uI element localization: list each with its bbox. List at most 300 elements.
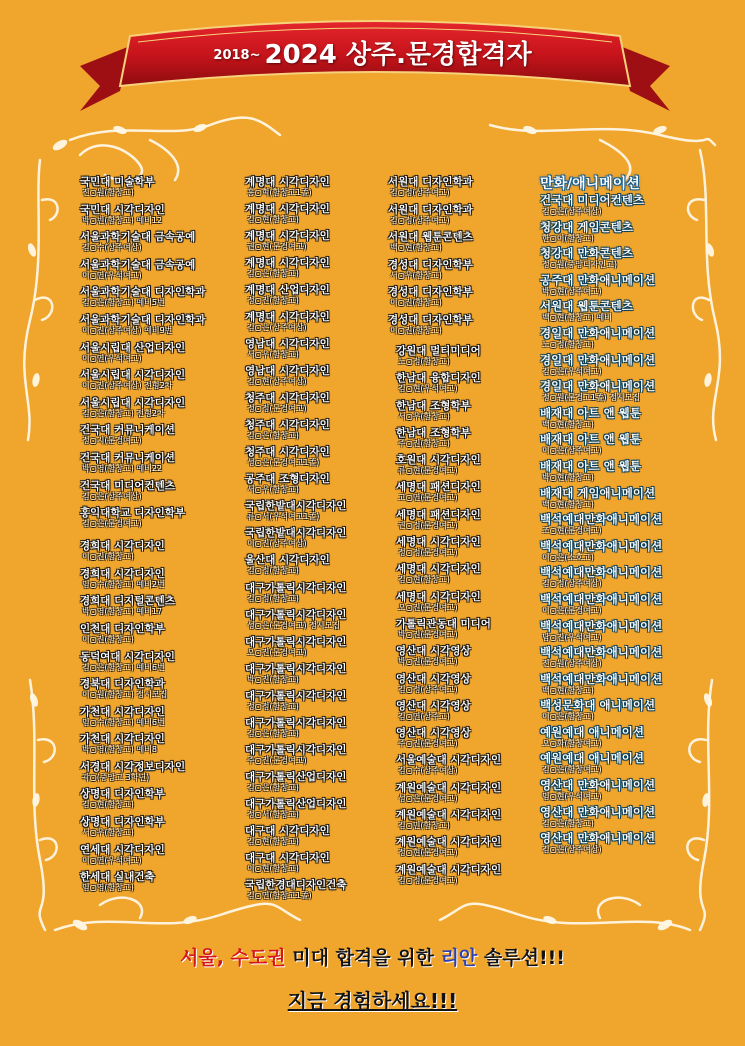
school-name: 청주대 시각디자인 [245,392,330,404]
school-name: 건국대 커뮤니케이션 [80,451,175,464]
school-name: 대구가톨릭산업디자인 [245,771,347,783]
student-name: 김○수(상주여상) [398,766,458,776]
student-name: 권○현(문경여고) [247,242,307,251]
school-name: 호원대 시각디자인 [396,454,481,467]
list-item [540,513,700,540]
school-name: 계명대 산업디자인 [245,284,330,296]
list-item [540,327,700,354]
student-name: 이○진(함창고) [82,634,134,644]
student-name: 김○정(상주여고) [390,215,450,225]
list-item [80,176,250,204]
school-name: 계원예술대 시각디자인 [396,836,502,849]
student-name: 서○우(함창고) [247,485,299,494]
student-name: 주○진(함창고) [398,438,450,448]
list-item [540,699,700,726]
student-name: 권○정(문경여고) [398,520,458,530]
student-name: 김○은(상주여상) [247,323,307,332]
student-name: 김○은(함창고) 예비6번 [82,662,165,672]
footer-brand: 리안 [440,947,478,969]
student-name: 정○원(문경고1졸) 정시모집 [542,393,641,403]
school-name: 연세대 시각디자인 [80,843,165,856]
student-name: 박○영(함창고) 예비22 [82,463,163,473]
list-item [245,500,415,527]
school-name: 울산대 시각디자인 [245,554,330,566]
student-name: 성○은(문경여고) 정시모집 [247,621,341,630]
school-name: 배재대 아트 앤 웹툰 [540,458,641,473]
list-item [245,582,415,609]
school-name: 계원예술대 시각디자인 [396,781,502,794]
student-name: 류○현(문경여고) [398,466,458,476]
student-name: 진○원(상주여상) [542,659,602,669]
school-name: 건국대 미디어컨텐츠 [80,479,175,492]
list-item [540,593,700,620]
list-item [540,274,700,301]
school-name: 한남대 조형학부 [396,399,471,412]
school-name: 계원예술대 시각디자인 [396,863,502,876]
school-name: 영산대 시각영상 [396,672,471,685]
list-item [540,726,700,753]
list-item [245,609,415,636]
list-item [388,259,558,287]
list-item [245,446,415,473]
student-name: 정○정(문경여고) [398,548,458,558]
school-name: 영남대 시각디자인 [245,365,330,377]
school-name: 영산대 만화애니메이션 [540,778,656,793]
student-name: 노○정(함창고) [398,357,450,366]
student-name: 김○현(함창고) [82,800,134,810]
school-name: 대구가톨릭시각디자인 [245,690,347,702]
student-name: 정○정(함창고) [247,702,299,711]
student-name: 박○영(함창고) 예비8 [82,745,157,755]
school-name: 영산대 만화애니메이션 [540,804,656,819]
student-name: 김○현(함창고) [247,215,299,224]
student-name: 이○은(소호고) [542,552,594,562]
student-name: 김○현(함창고) [247,837,299,846]
student-name: 박○영(함창고) 예비17 [82,607,163,617]
school-name: 상명대 디자인학부 [80,816,165,829]
student-name: 이○연(우석여고) [82,353,142,363]
student-name: 김○연(함창고1졸) [247,891,312,900]
school-name: 배재대 게임애니메이션 [540,485,656,500]
list-item [80,844,250,872]
school-name: 백성문화대 애니메이션 [540,698,656,713]
school-name: 대구대 시각디자인 [245,825,330,837]
school-name: 계명대 시각디자인 [245,176,330,188]
school-name: 계원예술대 시각디자인 [396,809,502,822]
school-name: 국립한밭대시각디자인 [245,527,347,539]
student-name: 이○진(상주여상) [247,539,307,548]
school-name: 예원예대 애니메이션 [540,724,644,739]
list-item [540,380,700,407]
school-name: 경희대 시각디자인 [80,567,165,580]
list-item [80,369,250,397]
list-item [540,407,700,434]
school-name: 백석예대만화애니메이션 [540,512,663,527]
list-item [540,300,700,327]
student-name: 서○우(함창고) [390,270,442,280]
student-name: 임○수(함창고) 예비2번 [82,579,165,589]
school-name: 배재대 아트 앤 웹툰 [540,405,641,420]
student-name: 박○현(상주여고) [542,286,602,296]
footer-line-1 [0,943,745,970]
student-name: 김○연(상주고) [398,711,450,721]
school-name: 계명대 시각디자인 [245,257,330,269]
school-name: 계명대 시각디자인 [245,311,330,323]
footer-middle: 미대 합격을 위한 [285,947,441,969]
school-name: 세명대 패션디자인 [396,481,481,494]
school-name: 영산대 만화애니메이션 [540,831,656,846]
school-name: 경북대 디자인학과 [80,678,165,691]
school-name: 경성대 디자인학부 [388,313,473,326]
school-name: 서울시립대 산업디자인 [80,341,186,354]
student-name: 정○정(문경여고) [247,404,307,413]
school-name: 건국대 커뮤니케이션 [80,424,175,437]
school-name: 서원대 웹툰콘텐츠 [540,299,633,314]
student-name: 주○진(문경여고) [398,739,458,749]
animation-section-header: 만화/애니메이션 [540,176,640,192]
list-item [80,540,250,568]
student-name: 이○진(함창고) [390,298,442,307]
student-name: 김○현(상주여상) [247,377,307,386]
school-name: 서울과학기술대 금속공예 [80,258,196,271]
school-name: 한남대 융합디자인 [396,372,481,385]
footer-solution: 솔루션!!! [477,947,565,969]
school-name: 세명대 시각디자인 [396,536,481,549]
school-name: 경희대 디지털콘텐츠 [80,595,175,608]
student-name: 정○진(함창고) [247,296,299,305]
school-name: 서원대 웹툰콘텐츠 [388,231,473,243]
list-item [80,259,250,287]
school-name: 대구가톨릭시각디자인 [245,609,347,621]
list-item [540,487,700,514]
school-name: 동덕여대 시각디자인 [80,650,175,663]
student-name: 서○우(함창고) [398,411,450,421]
list-item [80,342,250,370]
student-name: 백○현(함창고) [542,685,594,695]
list-item [540,752,700,779]
title-main: 2024 상주.문경합격자 [264,40,532,70]
student-name: 오○화(함창여고) [542,738,602,748]
list-item [388,204,558,232]
school-name: 대구가톨릭시각디자인 [245,744,347,756]
student-name: 김○수(상주여상) [82,243,142,253]
student-name: 오○진(문경여고) [247,648,307,657]
school-name: 대구가톨릭시각디자인 [245,636,347,648]
school-name: 계명대 시각디자인 [245,203,330,215]
student-name: 성○은(문경여고) [398,793,458,803]
list-item [80,286,250,314]
student-name: 이○현(함창고) [247,864,299,873]
list-item [80,706,250,734]
student-name: 박○진(함창고) [247,675,299,684]
list-item [80,424,250,452]
list-item [396,864,566,891]
school-name: 청강대 게임콘텐츠 [540,219,633,234]
school-name: 세명대 시각디자인 [396,590,481,603]
student-name: 정○지(문경여고) [82,436,142,446]
column-4-animation [540,176,700,859]
student-name: 박○현(함창고) [542,472,594,482]
school-name: 백석예대만화애니메이션 [540,538,663,553]
school-name: 세명대 패션디자인 [396,508,481,521]
school-name: 경성대 디자인학부 [388,286,473,298]
student-name: 곽○(중앙고 3학년) [82,772,150,782]
school-name: 서울과학기술대 디자인학과 [80,313,206,326]
list-item [80,788,250,816]
list-item [245,527,415,554]
student-name: 고○연(문경여고) [398,493,458,503]
student-name: 김○정(상주여고) [398,684,458,694]
school-name: 대구가톨릭시각디자인 [245,663,347,675]
school-name: 경일대 만화애니메이션 [540,379,656,394]
student-name: 홍○혁(함창고1졸) [247,188,312,197]
school-name: 영산대 시각영상 [396,727,471,740]
school-name: 가천대 시각디자인 [80,705,165,718]
school-name: 서울과학기술대 디자인학과 [80,286,206,299]
list-item [245,365,415,392]
student-name: 김○은(함창고) [247,269,299,278]
school-name: 서울시립대 시각디자인 [80,369,186,382]
column-1 [80,176,250,899]
school-name: 강원대 멀티미디어 [396,345,481,357]
list-item [80,733,250,761]
student-name: 김○정(문경여고) [398,875,458,885]
school-name: 경일대 만화애니메이션 [540,325,656,340]
school-name: 청주대 시각디자인 [245,446,330,458]
student-name: 류○서(우석여고1졸) [247,512,320,521]
school-name: 백석예대만화애니메이션 [540,591,663,606]
list-item [540,832,700,859]
list-item [540,806,700,833]
school-name: 국립한밭대시각디자인 [245,500,347,512]
student-name: 백○현(함창고) 예비 [542,313,612,323]
footer-cta: 지금 경험하세요!!! [287,989,458,1013]
student-name: 박○빈(함창고) 예비12 [82,215,163,225]
student-name: 김○은(상주여상) [82,491,142,501]
list-item [245,636,415,663]
school-name: 가톨릭관동대 미디어 [396,617,491,630]
student-name: 이○진(함창고) [390,325,442,335]
school-name: 한남대 조형학부 [396,426,471,439]
title-year-range: 2018~ [213,48,261,63]
student-name: 정○현(문경여고) [398,848,458,858]
list-item [245,554,415,582]
school-name: 백석예대만화애니메이션 [540,645,663,660]
school-name: 공주대 만화애니메이션 [540,272,656,287]
list-item [80,204,250,232]
school-name: 세명대 시각디자인 [396,563,481,576]
school-name: 서원대 디자인학과 [388,203,473,216]
student-name: 임○수(함창고) 예비6번 [82,717,165,727]
student-name: 진○원(함창고) [82,188,134,197]
student-name: 이○연(우석여고) [82,855,142,865]
list-item [245,852,415,879]
student-name: 이○은(함창고) [542,712,594,722]
list-item [540,221,700,248]
school-name: 영남대 시각디자인 [245,338,330,350]
student-name: 이○원(함창고) 정시모집 [82,690,168,700]
student-name: 서○우(함창고) [247,350,299,359]
school-name: 서울과학기술대 금속공예 [80,231,196,244]
footer-seoul: 서울, 수도권 [180,947,286,969]
school-name: 대구가톨릭시각디자인 [245,582,347,594]
student-name: 김○은(함창고) [247,431,299,440]
student-name: 한○이(함창고) [542,233,594,243]
student-name: 김○현(함창고) [398,575,450,585]
student-name: 남○진(우석여고) [542,632,602,642]
student-name: 김○은(상주여상) [542,207,602,216]
school-name: 상명대 디자인학부 [80,788,165,801]
school-name: 청강대 만화콘텐츠 [540,246,633,261]
list-item [540,194,700,221]
student-name: 김○정(상주여상) [542,579,602,589]
list-item [540,620,700,647]
student-name: 이○은(문경여고) [542,605,602,615]
school-name: 경일대 만화애니메이션 [540,352,656,367]
school-name: 서울예술대 시각디자인 [396,754,502,767]
student-name: 김○민(함창고) [398,821,450,831]
school-name: 예원예대 애니메이션 [540,751,644,766]
student-name: 김○은(상주여상) [542,845,602,855]
school-name: 홍익대학교 디자인학부 [80,507,186,520]
student-name: 김○은(함창고) 예비5번 [82,298,165,308]
student-name: 백○현(함창고) [542,499,594,509]
list-item [245,744,415,771]
student-name: 이○진(상주여상) 예비9번 [82,325,173,335]
list-item [80,314,250,342]
school-name: 대구가톨릭산업디자인 [245,798,347,810]
school-name: 대구가톨릭시각디자인 [245,717,347,729]
list-item [540,566,700,593]
list-item [80,651,250,679]
student-name: 이○진(상주여상) 전형2차 [82,381,173,391]
school-name: 경희대 시각디자인 [80,540,165,553]
student-name: 백○현(함창고) [542,419,594,429]
student-name: 김○은(문경여고) [82,519,142,529]
school-name: 영산대 시각영상 [396,645,471,658]
list-item [245,663,415,690]
student-name: 정○원(중앙디자인고) [542,260,618,270]
student-name: 임○영(함창고) [82,883,134,893]
student-name: 김○정(함창고) [247,594,299,603]
footer-line-2 [0,985,745,1014]
list-item [80,871,250,899]
student-name: 백○현(함창고) [390,243,442,252]
student-name: 김○은(함창고) [542,818,594,828]
list-item [540,779,700,806]
list-item [388,314,558,342]
school-name: 청주대 시각디자인 [245,419,330,431]
list-item [540,354,700,381]
list-item [80,568,250,596]
list-item [245,717,415,744]
student-name: 주○진(문경여고) [247,756,307,765]
list-item [80,761,250,789]
school-name: 공주대 조형디자인 [245,473,330,485]
student-name: 오○진(문경여고) [398,602,458,612]
list-item [245,879,415,906]
student-name: 박○진(문경여고) [398,657,458,667]
student-name: 노○정(함창고) [542,339,594,349]
list-item [245,392,415,419]
student-name: 김○정(상주여고) [390,188,450,197]
student-name: 김○은(우석여고) [542,366,602,376]
school-name: 한세대 실내건축 [80,871,155,884]
student-name: 이○은(상주여고) [542,446,602,456]
student-name: 성○은(문경여고1졸) [247,458,320,467]
student-name: 김○은(함창고) 전형2차 [82,408,165,418]
student-name: 박○진(문경여고) [398,629,458,639]
school-name: 인천대 디자인학부 [80,622,165,635]
list-item [540,460,700,487]
list-item [388,231,558,259]
student-name: 정○서(함창고) [247,810,299,819]
page-title [40,34,705,71]
list-item [540,247,700,274]
school-name: 국민대 시각디자인 [80,203,165,216]
student-name: 김○은(함창고) [247,729,299,738]
list-item [540,540,700,567]
school-name: 백석예대만화애니메이션 [540,671,663,686]
list-item [245,338,415,365]
student-name: 김○은(함창고) [247,783,299,792]
student-name: 김○현(우석여고) [398,384,458,394]
student-name: 조○현(문경여고) [542,526,602,536]
list-item [80,231,250,259]
school-name: 가천대 시각디자인 [80,733,165,746]
student-name: 이○진(함창고) [82,552,134,562]
list-item [540,433,700,460]
school-name: 서울시립대 시각디자인 [80,396,186,409]
list-item [80,507,250,540]
school-name: 계명대 시각디자인 [245,230,330,242]
list-item [245,419,415,446]
school-name: 서원대 디자인학과 [388,176,473,188]
school-name: 국립한경대디자인건축 [245,879,347,891]
list-item [80,397,250,425]
column-3-top [388,176,558,341]
school-name: 백석예대만화애니메이션 [540,618,663,633]
list-item [80,452,250,480]
list-item [388,286,558,314]
school-name: 서경대 시각정보디자인 [80,760,186,773]
student-name: 서○우(함창고) [82,828,134,838]
list-item [80,480,250,508]
list-item [245,825,415,852]
student-name: 김○정(함창고) [247,566,299,575]
list-item [540,646,700,673]
list-item [245,690,415,717]
school-name: 국민대 미술학부 [80,176,155,188]
school-name: 배재대 아트 앤 웹툰 [540,432,641,447]
list-item [388,176,558,204]
list-item [80,623,250,651]
list-item [245,798,415,825]
student-name: 김○은(함창여고) [542,765,602,775]
student-name: 임○현(우석여고) [542,792,602,802]
list-item [540,673,700,700]
school-name: 백석예대만화애니메이션 [540,565,663,580]
school-name: 영산대 시각영상 [396,699,471,712]
list-item [80,816,250,844]
list-item [245,771,415,798]
school-name: 경성대 디자인학부 [388,258,473,271]
school-name: 건국대 미디어컨텐츠 [540,193,644,207]
list-item [245,473,415,500]
list-item [80,678,250,706]
list-item [80,595,250,623]
school-name: 대구대 시각디자인 [245,852,330,864]
